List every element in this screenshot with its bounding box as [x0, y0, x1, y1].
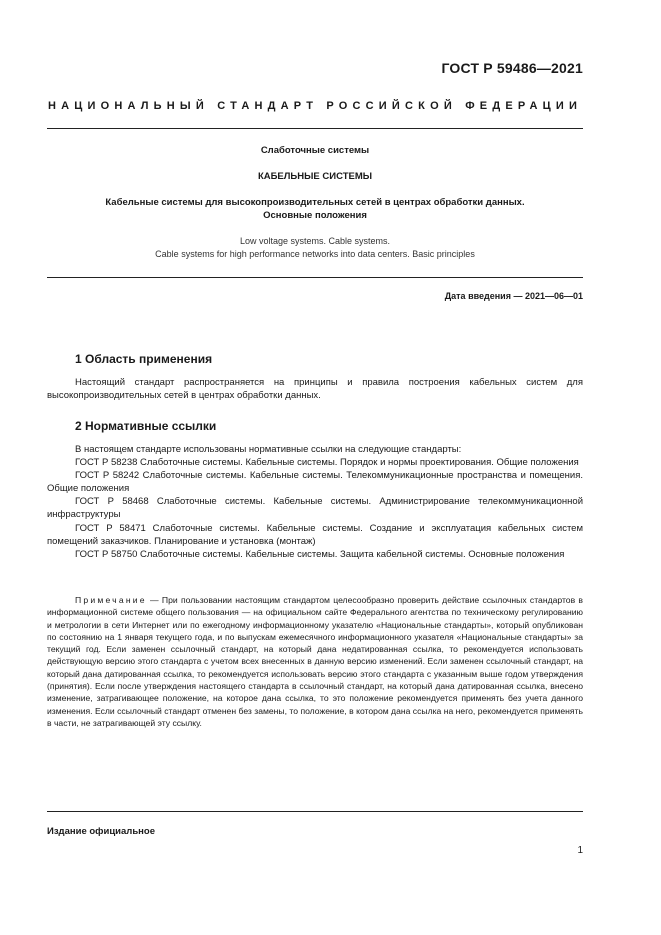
- title-subject: Слаботочные системы: [260, 145, 370, 156]
- reference-item: ГОСТ Р 58750 Слаботочные системы. Кабельные системы. Защита кабельной системы. Основные положения: [75, 548, 565, 560]
- title-english-line: Cable systems for high performance networks into data centers. Basic principles: [155, 249, 475, 259]
- section-scope-body: [47, 376, 583, 402]
- note: [47, 594, 583, 729]
- section-heading-scope: 1 Область применения: [75, 352, 213, 366]
- official-edition-label: Издание официальное: [47, 826, 155, 837]
- reference-item: ГОСТ Р 58471 Слаботочные системы. Кабельные системы. Создание и эксплуатация кабельных систем помещений заказчиков. Планирование и установка (монтаж): [47, 522, 583, 547]
- divider: [47, 128, 583, 129]
- section-heading-references: 2 Нормативные ссылки: [75, 419, 217, 433]
- introduction-date: Дата введения — 2021—06—01: [444, 291, 583, 301]
- title-sub: [47, 196, 583, 222]
- reference-item: ГОСТ Р 58238 Слаботочные системы. Кабельные системы. Порядок и нормы проектирования. Общие положения: [75, 457, 579, 469]
- reference-item: ГОСТ Р 58242 Слаботочные системы. Кабельные системы. Телекоммуникационные пространства и помещения. Общие положения: [47, 470, 583, 495]
- document-code: ГОСТ Р 59486—2021: [441, 60, 583, 76]
- title-main: КАБЕЛЬНЫЕ СИСТЕМЫ: [257, 171, 373, 182]
- divider: [47, 277, 583, 278]
- page-number: 1: [577, 845, 583, 856]
- title-english-line: Low voltage systems. Cable systems.: [239, 236, 391, 246]
- title-english: [47, 235, 583, 261]
- national-standard-banner: НАЦИОНАЛЬНЫЙ СТАНДАРТ РОССИЙСКОЙ ФЕДЕРАЦИИ: [47, 100, 583, 112]
- section-references-body: [47, 443, 583, 561]
- title-sub-line: Основные положения: [263, 210, 367, 221]
- paragraph: Настоящий стандарт распространяется на принципы и правила построения кабельных систем для высокопроизводительных сетей в центрах обработки данных.: [47, 377, 583, 402]
- paragraph: В настоящем стандарте использованы нормативные ссылки на следующие стандарты:: [75, 444, 462, 455]
- title-sub-line: Кабельные системы для высокопроизводительных сетей в центрах обработки данных.: [105, 197, 525, 208]
- note-label: Примечание: [75, 595, 147, 605]
- note-text: — При пользовании настоящим стандартом целесообразно проверить действие ссылочных стандартов в информационной системе общего пользования — на официальном сайте Федерального агентства по техническому регулированию и метрологии в сети Интернет или по ежегодному информационному указателю «Национальные стандарты», который опубликован по состоянию на 1 января текущего года, и по выпускам ежемесячного информационного указателя «Национальные стандарты» за текущий год. Если заменен ссылочный стандарт, на который дана недатированная ссылка, то рекомендуется использовать действующую версию этого стандарта с учетом всех внесенных в данную версию изменений. Если заменен ссылочный стандарт, на который дана датированная ссылка, то рекомендуется использовать версию этого стандарта с указанным выше годом утверждения (принятия). Если после утверждения настоящего стандарта в ссылочный стандарт, на который дана датированная ссылка, внесено изменение, затрагивающее положение, на которое дана ссылка, то это положение рекомендуется применять без учета данного изменения. Если ссылочный стандарт отменен без замены, то положение, в котором дана ссылка на него, рекомендуется применять в части, не затрагивающей эту ссылку.: [47, 595, 583, 728]
- divider: [47, 811, 583, 812]
- reference-item: ГОСТ Р 58468 Слаботочные системы. Кабельные системы. Администрирование телекоммуникационной инфраструктуры: [47, 496, 583, 521]
